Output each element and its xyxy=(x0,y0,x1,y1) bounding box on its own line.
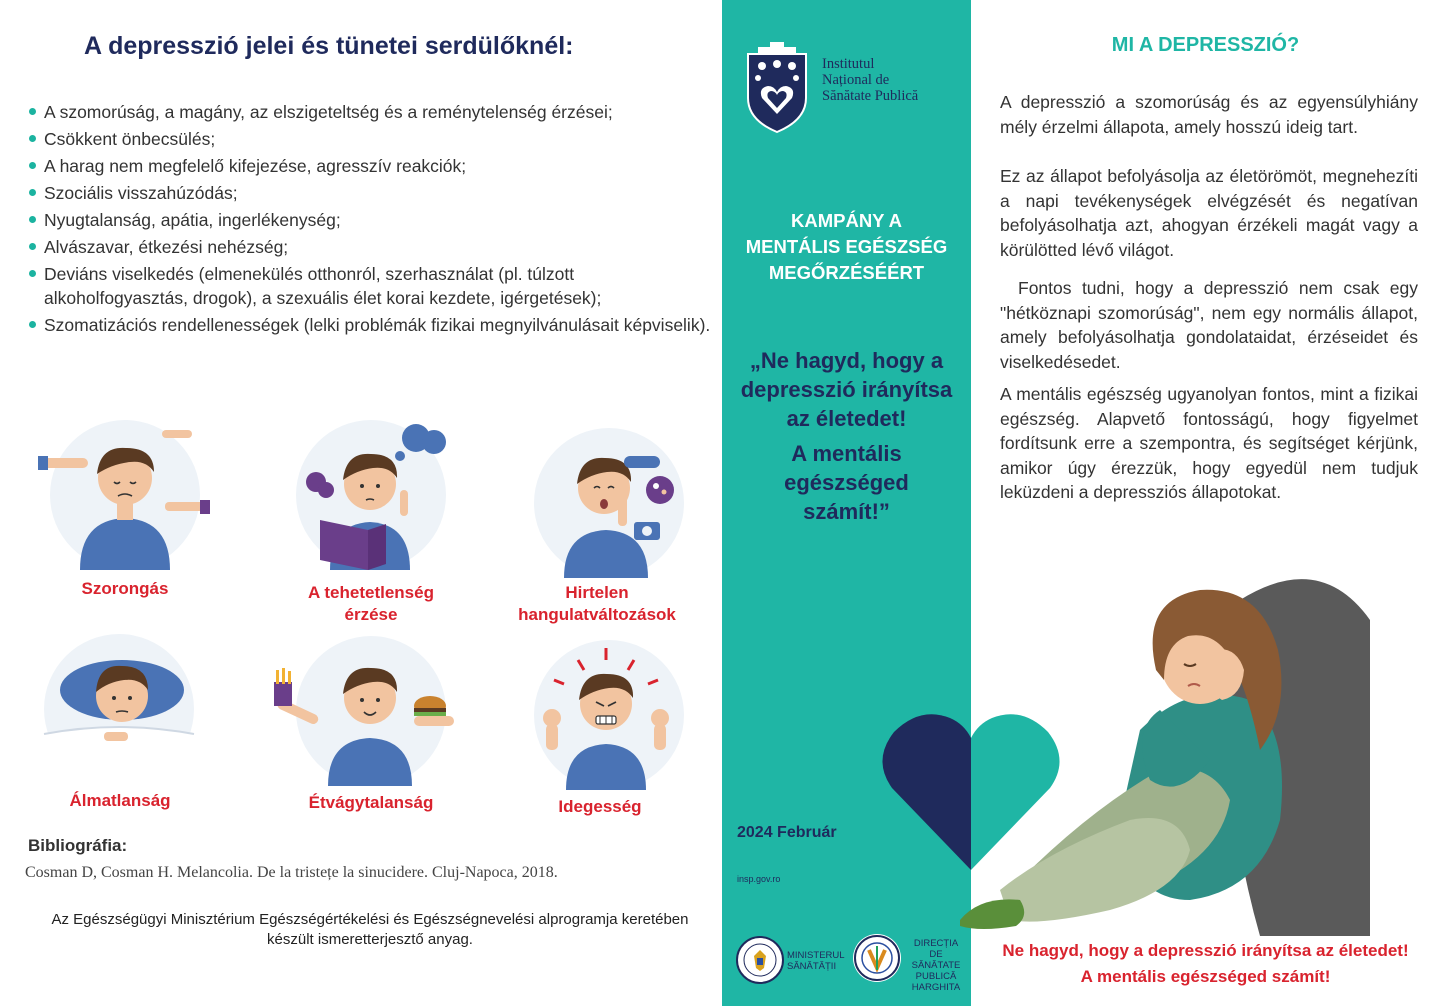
publication-date: 2024 Február xyxy=(737,824,837,841)
public-health-directorate-logo xyxy=(853,934,901,982)
definition-paragraph: A depresszió a szomorúság és az egyensúlyhiány mély érzelmi állapota, amely hosszú ideig tart. xyxy=(1000,92,1418,137)
nervousness-label: Idegesség xyxy=(558,797,642,816)
list-item: Szomatizációs rendellenességek (lelki problémák fizikai megnyilvánulásait képviselik). xyxy=(28,313,718,337)
important-paragraph: Fontos tudni, hogy a depresszió nem csak egy "hétköznapi szomorúság", nem egy normális állapot, amely befolyásolhatja gondolataidat, érzéseidet és viselkedésedet. xyxy=(1000,278,1418,372)
credit-text: Az Egészségügyi Minisztérium Egészségértékelési és Egészségnevelési alprogramja keretében készült ismeretterjesztő anyag. xyxy=(51,911,689,948)
website-text: insp.gov.ro xyxy=(737,874,781,884)
list-item: Nyugtalanság, apátia, ingerlékenység; xyxy=(28,208,718,232)
mood-swings-illustration xyxy=(534,428,684,578)
list-item: Szociális visszahúzódás; xyxy=(28,181,718,205)
insomnia-label: Álmatlanság xyxy=(69,791,171,810)
what-is-depression-title: MI A DEPRESSZIÓ? xyxy=(1111,34,1300,56)
effects-paragraph: Ez az állapot befolyásolja az életörömöt, megnehezíti a napi tevékenységek elvégzését és negatívan befolyásolhatja azt, ahogyan érzékeli magát vagy a körülötted lévő világot. xyxy=(1000,166,1418,260)
bottom-slogan: Ne hagyd, hogy a depresszió irányítsa az életedet! A mentális egészséged számít! xyxy=(1002,941,1409,986)
nervousness-illustration xyxy=(534,640,684,790)
anxiety-illustration xyxy=(50,420,200,570)
list-item: Deviáns viselkedés (elmenekülés otthonról, szerhasználat (pl. túlzott alkoholfogyasztás, drogok), a szexuális élet korai kezdete, igérgetések); xyxy=(28,262,718,310)
list-item: Alvászavar, étkezési nehézség; xyxy=(28,235,718,259)
appetite-loss-illustration xyxy=(296,636,446,786)
mental-health-paragraph: A mentális egészség ugyanolyan fontos, mint a fizikai egészség. Alapvető fontosságú, hogy figyelmet fordítsunk erre a szempontra, és segítséget kérjünk, amikor úgy érezzük, hogy egyedül nem tudjuk leküzdeni a depressziós állapotokat. xyxy=(1000,384,1418,502)
institute-logo xyxy=(744,42,810,139)
bibliography-text: Cosman D, Cosman H. Melancolia. De la tristețe la sinucidere. Cluj-Napoca, 2018. xyxy=(25,864,558,881)
directorate-name: DIRECȚIA DE SĂNĂTATE PUBLICĂ HARGHITA xyxy=(911,938,961,993)
list-item: Csökkent önbecsülés; xyxy=(28,127,718,151)
helplessness-illustration xyxy=(296,420,446,570)
list-item: A harag nem megfelelő kifejezése, agresszív reakciók; xyxy=(28,154,718,178)
symptoms-title: A depresszió jelei és tünetei serdülőknél: xyxy=(84,32,574,60)
list-item: A szomorúság, a magány, az elszigeteltség és a reménytelenség érzései; xyxy=(28,100,718,124)
institute-name: Institutul Național de Sănătate Publică xyxy=(822,56,919,104)
helplessness-label: A tehetetlenség érzése xyxy=(308,583,434,624)
symptoms-list xyxy=(28,100,718,340)
government-seal-icon xyxy=(736,936,784,984)
campaign-quote: „Ne hagyd, hogy a depresszió irányítsa az életedet! A mentális egészséged számít!” xyxy=(740,348,953,524)
sad-woman-illustration xyxy=(960,560,1380,941)
ministry-name: MINISTERUL SĂNĂTĂȚII xyxy=(787,950,845,972)
campaign-title: KAMPÁNY A MENTÁLIS EGÉSZSÉG MEGŐRZÉSÉÉRT xyxy=(745,210,948,283)
insomnia-illustration xyxy=(44,634,194,784)
appetite-loss-label: Étvágytalanság xyxy=(308,793,434,812)
mood-swings-label: Hirtelen hangulatváltozások xyxy=(518,583,676,624)
bibliography-title: Bibliográfia: xyxy=(28,836,128,855)
anxiety-label: Szorongás xyxy=(81,579,169,598)
